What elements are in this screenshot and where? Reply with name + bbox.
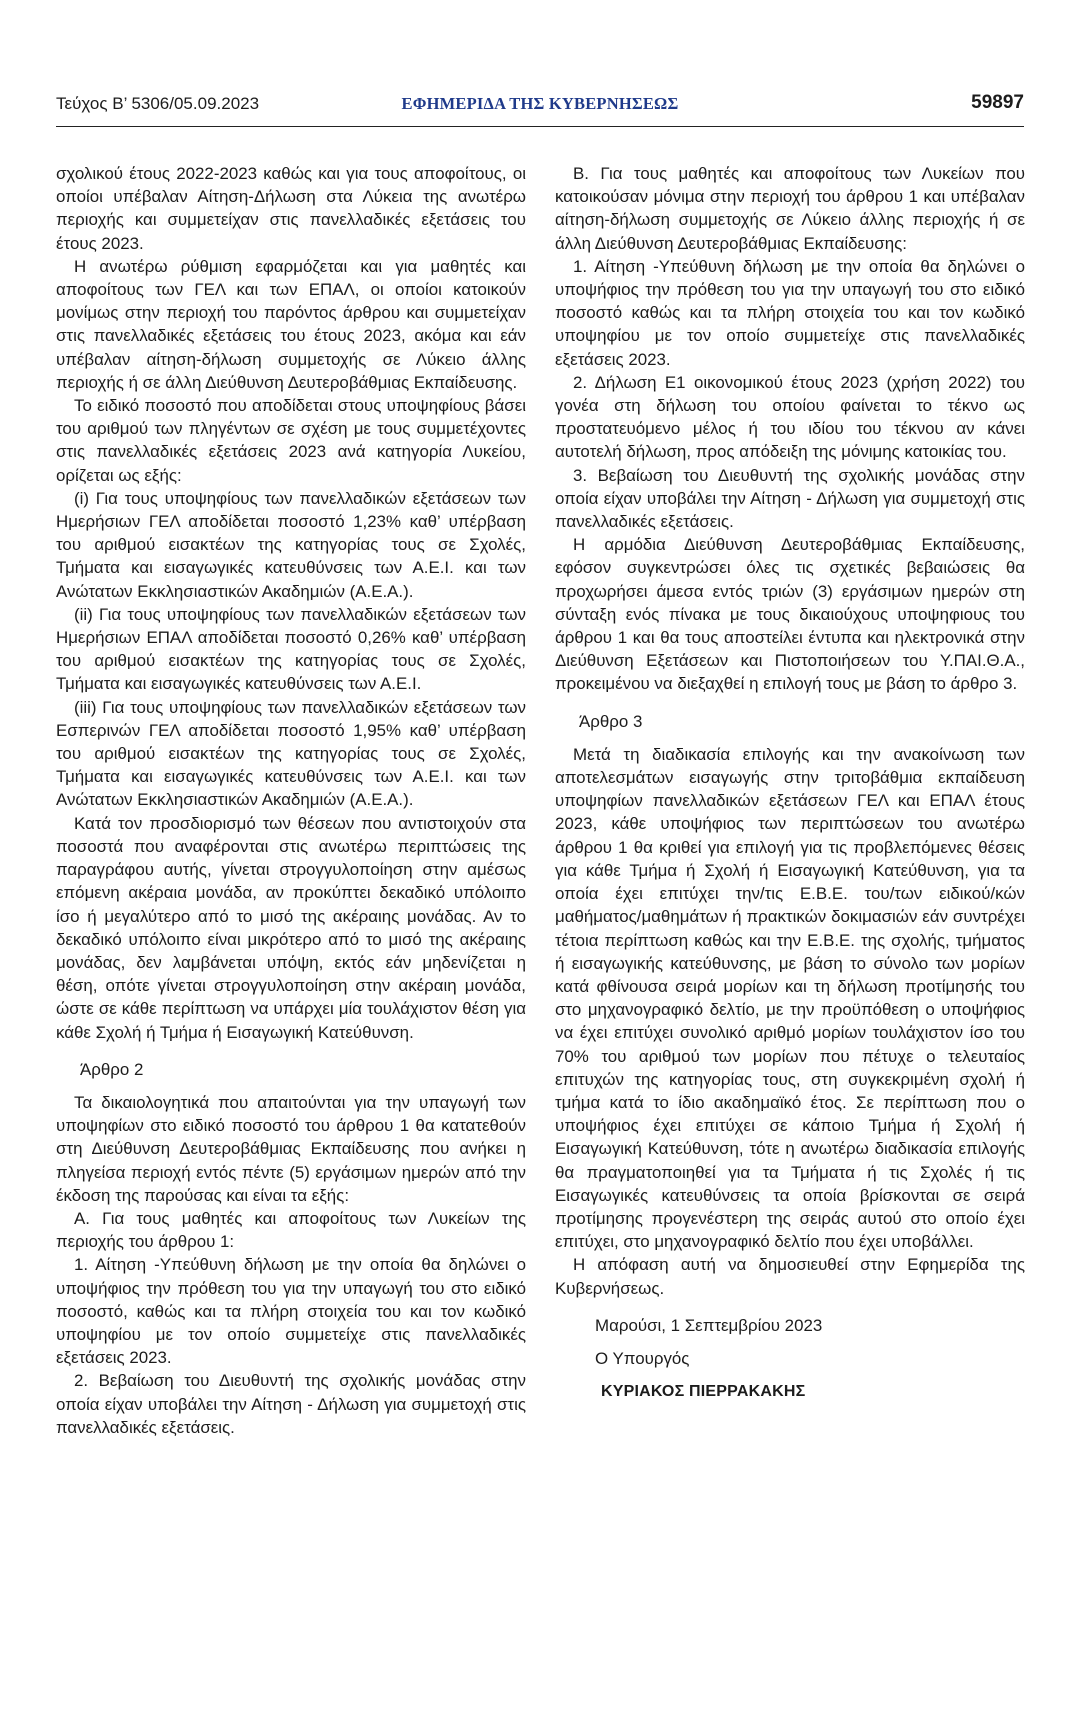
page-header (56, 92, 1024, 127)
paragraph: Μετά τη διαδικασία επιλογής και την ανακοίνωση των αποτελεσμάτων εισαγωγής στην τριτοβάθμια εκπαίδευση υποψηφίων πανελλαδικών εξετάσεων ΓΕΛ και ΕΠΑΛ έτους 2023, κάθε υποψήφιος των περιπτώσεων του ανωτέρω άρθρου 1 θα κριθεί για επιλογή για τις προβλεπόμενες θέσεις για κάθε Τμήμα ή Σχολή ή Εισαγωγική Κατεύθυνση, για τα οποία έχει επιτύχει την/τις Ε.Β.Ε. του/των ειδικού/κών μαθήματος/μαθημάτων ή πρακτικών δοκιμασιών εάν συντρέχει τέτοια περίπτωση καθώς και την Ε.Β.Ε. της σχολής, τμήματος ή εισαγωγικής κατεύθυνσης, με βάση το σύνολο των μορίων κατά φθίνουσα σειρά μορίων και τη δήλωση προτίμησής του στο μηχανογραφικό δελτίο, με την προϋπόθεση ο υποψήφιος να έχει επιτύχει συνολικό αριθμό μορίων τουλάχιστον ίσο του 70% του αριθμού των μορίων που πέτυχε ο τελευταίος επιτυχών της κατηγορίας τους, στη συγκεκριμένη σχολή ή τμήμα κατά το ίδιο ακαδημαϊκό έτος. Σε περίπτωση που ο υποψήφιος έχει επιτύχει σε κάποιο Τμήμα ή Σχολή ή Εισαγωγική Κατεύθυνση, τότε η ανωτέρω διαδικασία επιλογής θα πραγματοποιηθεί για τα Τμήματα ή τις Σχολές ή τις Εισαγωγικές κατευθύνσεις τα οποία βρίσκονται σε σειρά προτίμησης προγενέστερη της σειράς αυτού στο οποίο έχει επιτύχει, στο μηχανογραφικό δελτίο που έχει υποβάλλει. (555, 744, 1025, 1252)
paragraph: Η απόφαση αυτή να δημοσιευθεί στην Εφημερίδα της Κυβερνήσεως. (555, 1255, 1025, 1298)
paragraph: Β. Για τους μαθητές και αποφοίτους των Λυκείων που κατοικούσαν μόνιμα στην περιοχή του άρθρου 1 και υπέβαλαν αίτηση-δήλωση συμμετοχής σε Λύκειο άλλης περιοχής ή σε άλλη Διεύθυνση Δευτεροβάθμιας Εκπαίδευσης: (555, 164, 1025, 253)
signatory-name: ΚΥΡΙΑΚΟΣ ΠΙΕΡΡΑΚΑΚΗΣ (601, 1383, 806, 1401)
signature-block (555, 1314, 1025, 1404)
paragraph: 1. Αίτηση -Υπεύθυνη δήλωση με την οποία θα δηλώνει ο υποψήφιος την πρόθεση του για την υπαγωγή του στο ειδικό ποσοστό καθώς και τα πλήρη στοιχεία του και τον κωδικό υποψηφίου με τον οποίο συμμετείχε στις πανελλαδικές εξετάσεις 2023. (555, 256, 1025, 369)
paragraph: Η αρμόδια Διεύθυνση Δευτεροβάθμιας Εκπαίδευσης, εφόσον συγκεντρώσει όλες τις σχετικές βεβαιώσεις θα προχωρήσει άμεσα εντός τριών (3) εργάσιμων ημερών στη σύνταξη ενός πίνακα με τους δικαιούχους υποψηφιους του άρθρου 1 και θα τους αποστείλει έντυπα και ηλεκτρονικά στην Διεύθυνση Εξετάσεων και Πιστοποιήσεων του Υ.ΠΑΙ.Θ.Α., προκειμένου να διεξαχθεί η επιλογή τους με βάση το άρθρο 3. (555, 535, 1025, 694)
paragraph: 2. Βεβαίωση του Διευθυντή της σχολικής μονάδας στην οποία είχαν υποβάλει την Αίτηση - Δήλωση για συμμετοχή στις πανελλαδικές εξετάσεις. (56, 1371, 526, 1437)
left-column (56, 162, 526, 1439)
paragraph: (ii) Για τους υποψηφίους των πανελλαδικών εξετάσεων των Ημερήσιων ΕΠΑΛ αποδίδεται ποσοστό 0,26% καθ’ υπέρβαση του αριθμού εισακτέων της κατηγορίας τους σε Σχολές, Τμήματα και εισαγωγικές κατευθύνσεις των Α.Ε.Ι. (56, 604, 526, 694)
paragraph: Τα δικαιολογητικά που απαιτούνται για την υπαγωγή των υποψηφίων στο ειδικό ποσοστό του άρθρου 1 θα κατατεθούν στη Διεύθυνση Δευτεροβάθμιας Εκπαίδευσης που ανήκει η πληγείσα περιοχή εντός πέντε (5) εργάσιμων ημερών από την έκδοση της παρούσας και είναι τα εξής: (56, 1092, 526, 1205)
paragraph: Η ανωτέρω ρύθμιση εφαρμόζεται και για μαθητές και αποφοίτους των ΓΕΛ και των ΕΠΑΛ, οι οποίοι κατοικούν μονίμως στην περιοχή του παρόντος άρθρου και συμμετείχαν στις πανελλαδικές εξετάσεις του έτους 2023, ακόμα και εάν υπέβαλαν αίτηση-δήλωση συμμετοχής σε Λύκειο άλλης περιοχής ή σε άλλη Διεύθυνση Δευτεροβάθμιας Εκπαίδευσης. (56, 256, 526, 392)
paragraph: 3. Βεβαίωση του Διευθυντή της σχολικής μονάδας στην οποία είχαν υποβάλει την Αίτηση - Δήλωση για συμμετοχή στις πανελλαδικές εξετάσεις. (555, 465, 1025, 532)
paragraph: (i) Για τους υποψηφίους των πανελλαδικών εξετάσεων των Ημερήσιων ΓΕΛ αποδίδεται ποσοστό 1,23% καθ’ υπέρβαση του αριθμού εισακτέων της κατηγορίας τους σε Σχολές, Τμήματα και εισαγωγικές κατευθύνσεις των Α.Ε.Ι. και των Ανώτατων Εκκλησιαστικών Ακαδημιών (Α.Ε.Α.). (56, 488, 526, 601)
paragraph: σχολικού έτους 2022-2023 καθώς και για τους αποφοίτους, οι οποίοι υπέβαλαν Αίτηση-Δήλωση στα Λύκεια της ανωτέρω περιοχής και συμμετείχαν στις πανελλαδικές εξετάσεις του έτους 2023. (56, 164, 526, 253)
article-3-heading: Άρθρο 3 (579, 711, 643, 731)
gazette-title: ΕΦΗΜΕΡΙΔΑ ΤΗΣ ΚΥΒΕΡΝΗΣΕΩΣ (401, 94, 679, 113)
page-number: 59897 (971, 92, 1024, 113)
right-column (555, 162, 1025, 1413)
issue-reference: Τεύχος Β’ 5306/05.09.2023 (56, 94, 260, 113)
signatory-role: Ο Υπουργός (595, 1348, 690, 1368)
paragraph: Το ειδικό ποσοστό που αποδίδεται στους υποψηφίους βάσει του αριθμού των πληγέντων σε σχέση με τους συμμετέχοντες στις πανελλαδικές εξετάσεις 2023 ανά κατηγορία Λυκείου, ορίζεται ως εξής: (56, 396, 526, 485)
paragraph: Α. Για τους μαθητές και αποφοίτους των Λυκείων της περιοχής του άρθρου 1: (56, 1208, 526, 1252)
paragraph: 1. Αίτηση -Υπεύθυνη δήλωση με την οποία θα δηλώνει ο υποψήφιος την πρόθεση του για την υπαγωγή του στο ειδικό ποσοστό, καθώς και τα πλήρη στοιχεία του και τον κωδικό υποψηφίου με τον οποίο συμμετείχε στις πανελλαδικές εξετάσεις 2023. (56, 1255, 526, 1368)
paragraph: (iii) Για τους υποψηφίους των πανελλαδικών εξετάσεων των Εσπερινών ΓΕΛ αποδίδεται ποσοστό 1,95% καθ’ υπέρβαση του αριθμού εισακτέων της κατηγορίας τους σε Σχολές, Τμήματα και εισαγωγικές κατευθύνσεις των Α.Ε.Ι. και των Ανώτατων Εκκλησιαστικών Ακαδημιών (Α.Ε.Α.). (56, 697, 526, 810)
paragraph: 2. Δήλωση Ε1 οικονομικού έτους 2023 (χρήση 2022) του γονέα στη δήλωση του οποίου φαίνεται το τέκνο ως προστατευόμενο μέλος ή του ιδίου του τέκνου αν κάνει αυτοτελή δήλωση, προς απόδειξη της μόνιμης κατοικίας του. (555, 372, 1025, 462)
place-date: Μαρούσι, 1 Σεπτεμβρίου 2023 (595, 1315, 823, 1335)
paragraph: Κατά τον προσδιορισμό των θέσεων που αντιστοιχούν στα ποσοστά που αναφέρονται στις ανωτέρω περιπτώσεις της παραγράφου αυτής, γίνεται στρογγυλοποίηση στην αμέσως επόμενη ακέραια μονάδα, αν προκύπτει δεκαδικό υπόλοιπο ίσο ή μεγαλύτερο από το μισό της ακέραιης μονάδας. Αν το δεκαδικό υπόλοιπο είναι μικρότερο από το μισό της ακέραιης μονάδας, δεν λαμβάνεται υπόψη, εκτός εάν μηδενίζεται η θέση, οπότε γίνεται στρογγυλοποίηση στην ακέραιη μονάδα, ώστε σε κάθε περίπτωση να υπάρχει μία τουλάχιστον θέση για κάθε Σχολή ή Τμήμα ή Εισαγωγική Κατεύθυνση. (56, 813, 526, 1042)
article-2-heading: Άρθρο 2 (80, 1059, 144, 1079)
